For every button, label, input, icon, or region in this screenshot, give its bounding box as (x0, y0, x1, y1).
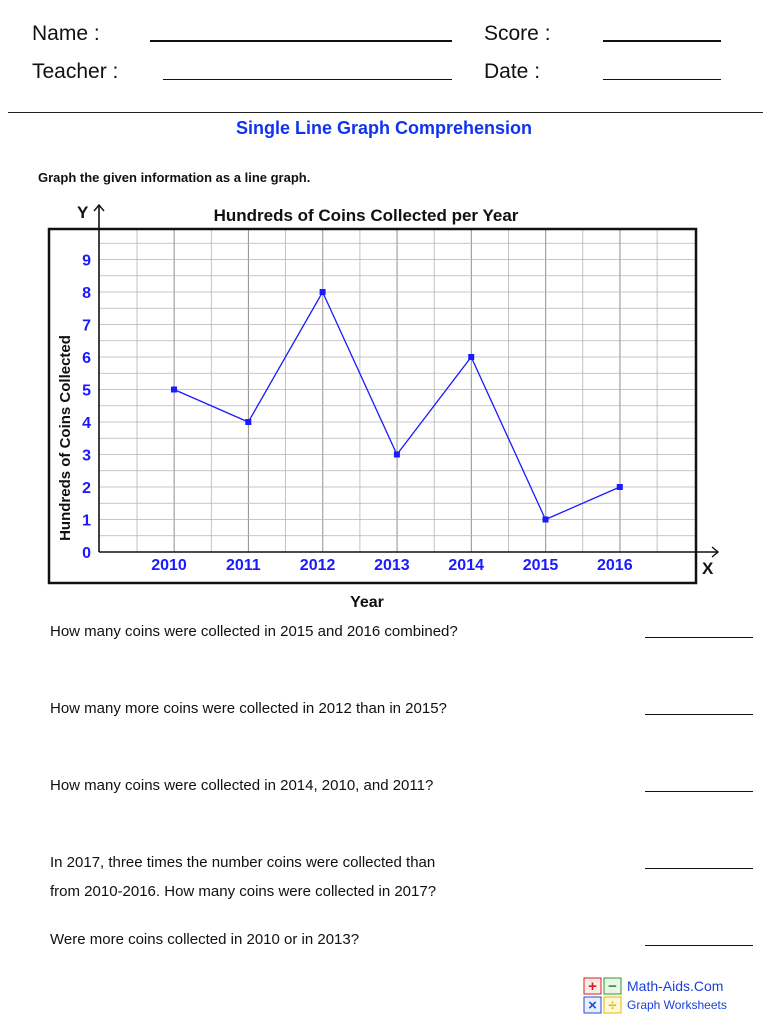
data-point (320, 289, 326, 295)
x-tick-label: 2011 (225, 557, 261, 574)
answer-blank[interactable] (645, 791, 753, 792)
name-label: Name : (32, 22, 100, 45)
answer-blank[interactable] (645, 868, 753, 869)
score-field[interactable] (603, 40, 721, 42)
y-tick-label: 5 (82, 382, 91, 400)
y-tick-label: 8 (82, 285, 91, 302)
date-label: Date : (484, 60, 541, 83)
question-text: In 2017, three times the number coins were collected than (50, 854, 436, 871)
score-label: Score : (484, 22, 551, 45)
x-tick-label: 2014 (448, 557, 484, 574)
y-tick-label: 6 (82, 350, 91, 367)
question-text: How many coins were collected in 2015 and 2016 combined? (50, 623, 458, 640)
question-text: How many coins were collected in 2014, 2010, and 2011? (50, 777, 434, 794)
svg-text:÷: ÷ (608, 997, 617, 1014)
y-tick-label: 0 (82, 545, 91, 562)
teacher-label: Teacher : (32, 60, 119, 83)
data-point (171, 387, 177, 393)
answer-blank[interactable] (645, 945, 753, 946)
question-text: from 2010-2016. How many coins were collected in 2017? (50, 883, 437, 900)
data-point (394, 452, 400, 458)
x-tick-label: 2010 (151, 557, 187, 574)
x-tick-label: 2012 (299, 557, 336, 574)
data-point (543, 517, 549, 523)
name-field[interactable] (150, 40, 452, 42)
instruction-text: Graph the given information as a line graph. (38, 170, 311, 185)
svg-text:−: − (608, 978, 617, 995)
y-tick-label: 4 (82, 415, 91, 432)
svg-text:×: × (588, 997, 597, 1014)
teacher-field[interactable] (163, 79, 452, 80)
x-axis-title: Year (350, 594, 384, 611)
question-text: Were more coins collected in 2010 or in 2013? (50, 931, 360, 948)
y-tick-label: 3 (82, 447, 91, 465)
y-tick-label: 9 (82, 252, 91, 270)
x-tick-label: 2015 (522, 557, 559, 574)
math-aids-logo-icon (583, 977, 623, 1015)
header-divider (8, 112, 763, 113)
brand-subtitle: Graph Worksheets (627, 998, 727, 1012)
x-axis-letter: X (702, 559, 714, 578)
question-text: How many more coins were collected in 2012 than in 2015? (50, 700, 447, 717)
y-axis-title: Hundreds of Coins Collected (57, 335, 74, 541)
worksheet-title: Single Line Graph Comprehension (235, 118, 533, 138)
brand-name: Math-Aids.Com (627, 978, 724, 994)
data-point (617, 484, 623, 490)
x-tick-label: 2013 (374, 557, 410, 574)
y-tick-label: 2 (82, 480, 91, 497)
y-tick-label: 1 (82, 512, 91, 530)
answer-blank[interactable] (645, 714, 753, 715)
y-axis-letter: Y (77, 203, 89, 222)
chart-title: Hundreds of Coins Collected per Year (213, 206, 519, 225)
x-tick-label: 2016 (597, 557, 633, 574)
svg-text:+: + (588, 978, 597, 995)
data-point (245, 419, 251, 425)
data-point (468, 354, 474, 360)
line-chart (0, 195, 768, 615)
date-field[interactable] (603, 79, 721, 80)
y-tick-label: 7 (82, 317, 91, 335)
answer-blank[interactable] (645, 637, 753, 638)
